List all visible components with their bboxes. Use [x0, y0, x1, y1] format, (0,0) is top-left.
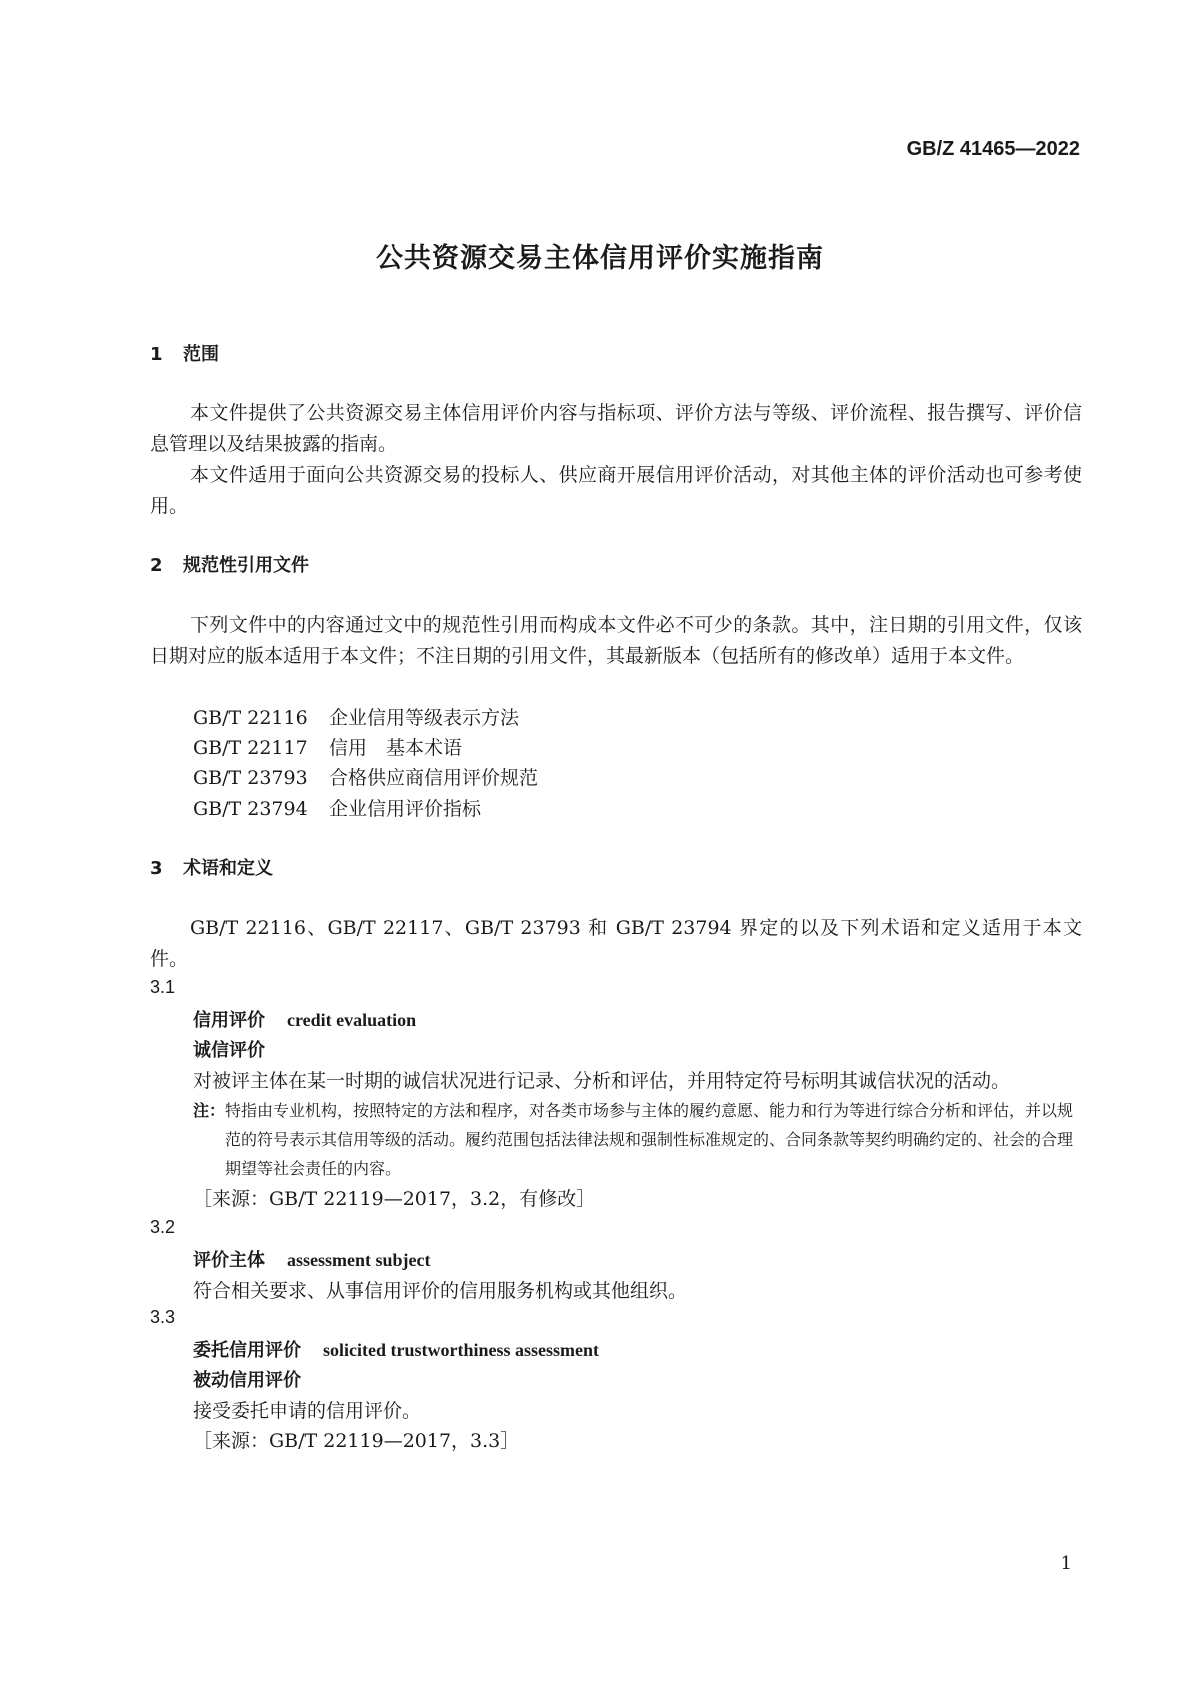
term-chinese: 委托信用评价: [193, 1340, 301, 1361]
term-alternative: 被动信用评价: [193, 1370, 301, 1391]
term-alternative: 诚信评价: [193, 1040, 265, 1061]
reference-name: 合格供应商信用评价规范: [329, 767, 539, 789]
section-number: 3: [150, 858, 163, 879]
reference-code: GB/T 23793: [193, 767, 308, 789]
section-title: 范围: [183, 344, 219, 365]
reference-code: GB/T 22117: [193, 737, 308, 759]
term-source: ［来源：GB/T 22119—2017，3.2，有修改］: [193, 1188, 596, 1210]
term-number: 3.1: [150, 977, 176, 997]
reference-item: [193, 703, 519, 730]
term-definition: 接受委托申请的信用评价。: [193, 1400, 422, 1422]
reference-code: GB/T 22116: [193, 707, 308, 729]
section-title: 规范性引用文件: [183, 555, 309, 576]
term-definition: 符合相关要求、从事信用评价的信用服务机构或其他组织。: [193, 1280, 688, 1302]
term-heading: [193, 1336, 599, 1362]
document-title: 公共资源交易主体信用评价实施指南: [376, 243, 824, 274]
term-english: solicited trustworthiness assessment: [323, 1340, 599, 1360]
reference-item: [193, 763, 538, 790]
reference-name: 企业信用等级表示方法: [329, 707, 520, 729]
standard-code: GB/Z 41465—2022: [906, 138, 1080, 160]
term-number: 3.2: [150, 1217, 176, 1237]
reference-item: [193, 794, 481, 821]
term-english: credit evaluation: [287, 1010, 417, 1030]
section-1-paragraph-1: 本文件提供了公共资源交易主体信用评价内容与指标项、评价方法与等级、评价流程、报告撰写、评价信息管理以及结果披露的指南。: [150, 402, 1082, 455]
section-3-heading: [150, 854, 273, 880]
section-3-paragraph-1: GB/T 22116、GB/T 22117、GB/T 23793 和 GB/T 23794 界定的以及下列术语和定义适用于本文件。: [150, 917, 1082, 970]
section-1-heading: [150, 340, 219, 366]
reference-name: 信用 基本术语: [329, 737, 463, 759]
section-number: 2: [150, 555, 163, 576]
term-definition: 对被评主体在某一时期的诚信状况进行记录、分析和评估，并用特定符号标明其诚信状况的活动。: [193, 1070, 1011, 1092]
term-chinese: 评价主体: [193, 1250, 265, 1271]
term-chinese: 信用评价: [193, 1010, 265, 1031]
section-1-paragraph-2: 本文件适用于面向公共资源交易的投标人、供应商开展信用评价活动，对其他主体的评价活动也可参考使用。: [150, 464, 1082, 517]
section-2-heading: [150, 551, 309, 577]
term-note: [193, 1096, 1083, 1183]
term-heading: [193, 1246, 431, 1272]
term-source: ［来源：GB/T 22119—2017，3.3］: [193, 1430, 520, 1452]
term-heading: [193, 1006, 416, 1032]
reference-code: GB/T 23794: [193, 798, 308, 820]
section-2-paragraph-1: 下列文件中的内容通过文中的规范性引用而构成本文件必不可少的条款。其中，注日期的引用文件，仅该日期对应的版本适用于本文件；不注日期的引用文件，其最新版本（包括所有的修改单）适用于本文件。: [150, 614, 1082, 667]
section-title: 术语和定义: [183, 858, 273, 879]
note-label: 注：: [193, 1101, 226, 1120]
note-text: 特指由专业机构，按照特定的方法和程序，对各类市场参与主体的履约意愿、能力和行为等进行综合分析和评估，并以规范的符号表示其信用等级的活动。履约范围包括法律法规和强制性标准规定的、合同条款等契约明确约定的、社会的合理期望等社会责任的内容。: [225, 1101, 1074, 1178]
term-number: 3.3: [150, 1307, 176, 1327]
reference-item: [193, 733, 462, 760]
reference-name: 企业信用评价指标: [329, 798, 482, 820]
section-number: 1: [150, 344, 163, 365]
term-english: assessment subject: [287, 1250, 431, 1270]
page-number: 1: [1060, 1553, 1072, 1574]
